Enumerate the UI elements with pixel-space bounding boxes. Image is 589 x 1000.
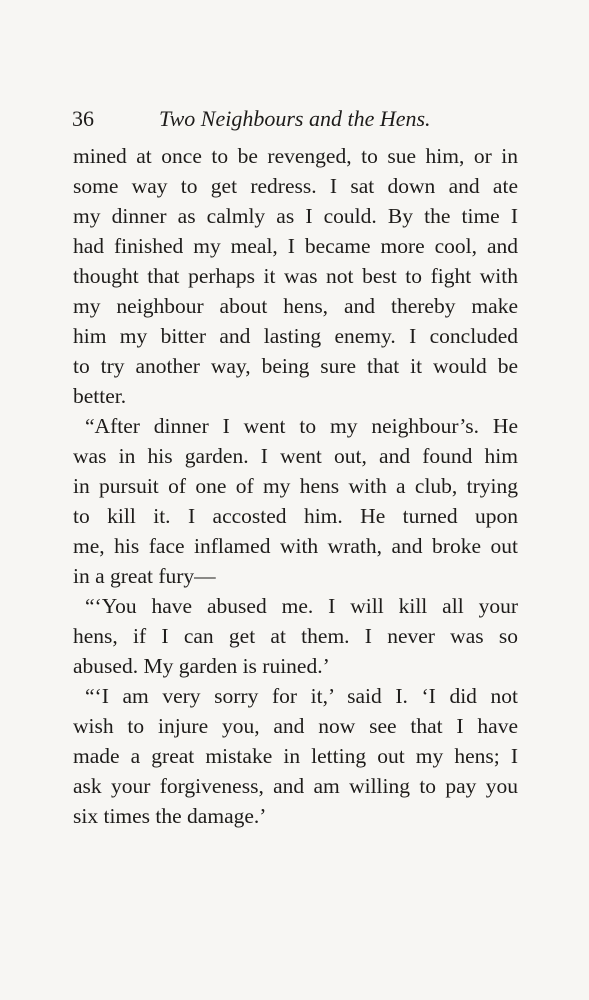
text-line: mined at once to be revenged, to sue him, or in — [73, 144, 518, 168]
text-line: “After dinner I went to my neighbour’s. He — [85, 414, 518, 438]
text-line: me, his face inflamed with wrath, and broke out — [73, 534, 518, 558]
text-line: “‘I am very sorry for it,’ said I. ‘I did not — [85, 684, 518, 708]
text-line: him my bitter and lasting enemy. I concluded — [73, 324, 518, 348]
text-line: my dinner as calmly as I could. By the time I — [73, 204, 518, 228]
running-title: Two Neighbours and the Hens. — [159, 106, 431, 131]
text-line: thought that perhaps it was not best to fight with — [73, 264, 518, 288]
text-line: in pursuit of one of my hens with a club, trying — [73, 474, 518, 498]
body-text — [73, 141, 518, 831]
text-line: had finished my meal, I became more cool, and — [73, 234, 518, 258]
text-line: better. — [73, 384, 127, 408]
text-line: my neighbour about hens, and thereby make — [73, 294, 518, 318]
text-line: made a great mistake in letting out my hens; I — [73, 744, 518, 768]
text-line: to try another way, being sure that it would be — [73, 354, 518, 378]
text-line: some way to get redress. I sat down and ate — [73, 174, 518, 198]
text-line: in a great fury— — [73, 564, 216, 588]
text-line: to kill it. I accosted him. He turned upon — [73, 504, 518, 528]
running-head — [72, 104, 527, 134]
text-line: wish to injure you, and now see that I have — [73, 714, 518, 738]
text-line: was in his garden. I went out, and found him — [73, 444, 518, 468]
page-number: 36 — [72, 106, 94, 131]
text-line: hens, if I can get at them. I never was so — [73, 624, 518, 648]
text-line: “‘You have abused me. I will kill all your — [85, 594, 518, 618]
text-line: six times the damage.’ — [73, 804, 267, 828]
text-line: ask your forgiveness, and am willing to pay you — [73, 774, 518, 798]
text-line: abused. My garden is ruined.’ — [73, 654, 330, 678]
